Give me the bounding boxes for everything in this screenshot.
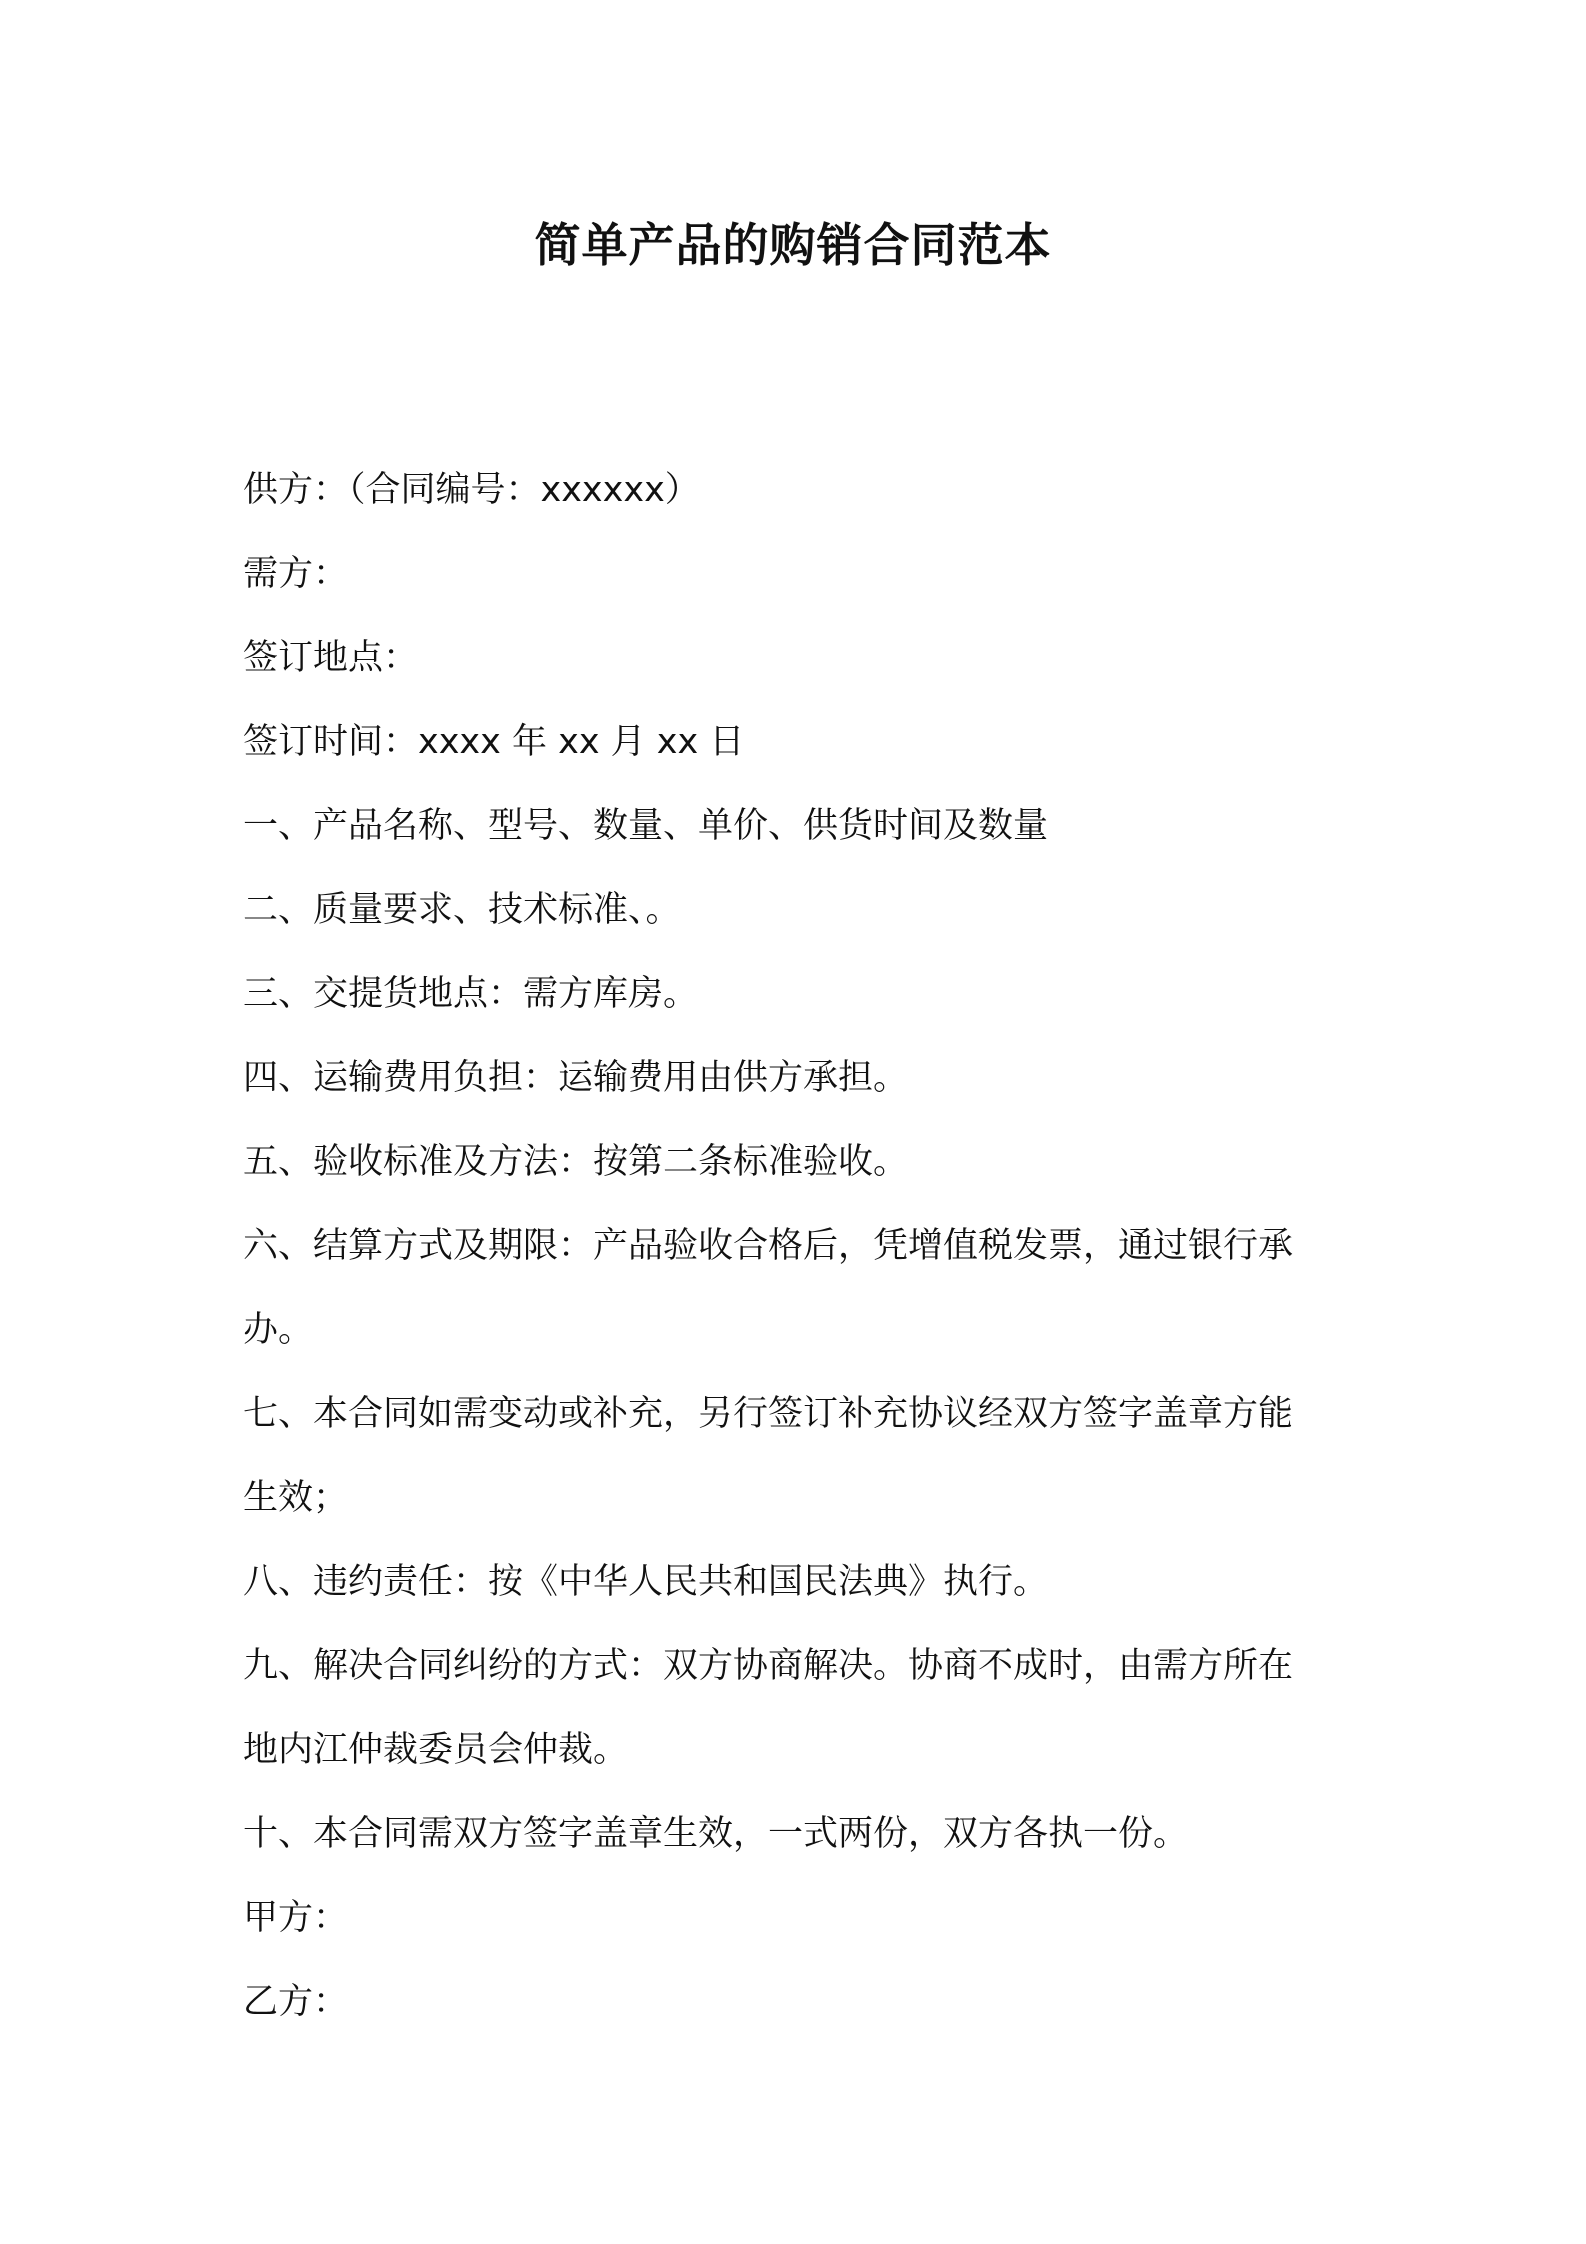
clause-9-continued: 地内江仲裁委员会仲裁。 — [243, 1730, 629, 1770]
clause-6: 六、结算方式及期限：产品验收合格后，凭增值税发票，通过银行承 — [243, 1226, 1294, 1266]
party-b: 乙方： — [243, 1982, 349, 2022]
party-a: 甲方： — [243, 1898, 349, 1938]
clause-5: 五、验收标准及方法：按第二条标准验收。 — [243, 1142, 909, 1182]
document-title: 简单产品的购销合同范本 — [534, 218, 1052, 272]
clause-1: 一、产品名称、型号、数量、单价、供货时间及数量 — [243, 806, 1049, 846]
clause-4: 四、运输费用负担：运输费用由供方承担。 — [243, 1058, 909, 1098]
clause-6-continued: 办。 — [243, 1310, 314, 1350]
clause-3: 三、交提货地点：需方库房。 — [243, 974, 699, 1014]
line-buyer: 需方： — [243, 554, 349, 594]
clause-7-continued: 生效； — [243, 1478, 349, 1518]
line-signing-place: 签订地点： — [243, 638, 419, 678]
document-body — [243, 448, 1363, 2044]
line-signing-time: 签订时间：xxxx 年 xx 月 xx 日 — [243, 722, 745, 762]
clause-8: 八、违约责任：按《中华人民共和国民法典》执行。 — [243, 1562, 1049, 1602]
line-supplier: 供方：（合同编号：xxxxxx） — [243, 470, 700, 510]
clause-10: 十、本合同需双方签字盖章生效，一式两份，双方各执一份。 — [243, 1814, 1189, 1854]
clause-7: 七、本合同如需变动或补充，另行签订补充协议经双方签字盖章方能 — [243, 1394, 1294, 1434]
clause-9: 九、解决合同纠纷的方式：双方协商解决。协商不成时，由需方所在 — [243, 1646, 1294, 1686]
clause-2: 二、质量要求、技术标准、。 — [243, 890, 681, 930]
